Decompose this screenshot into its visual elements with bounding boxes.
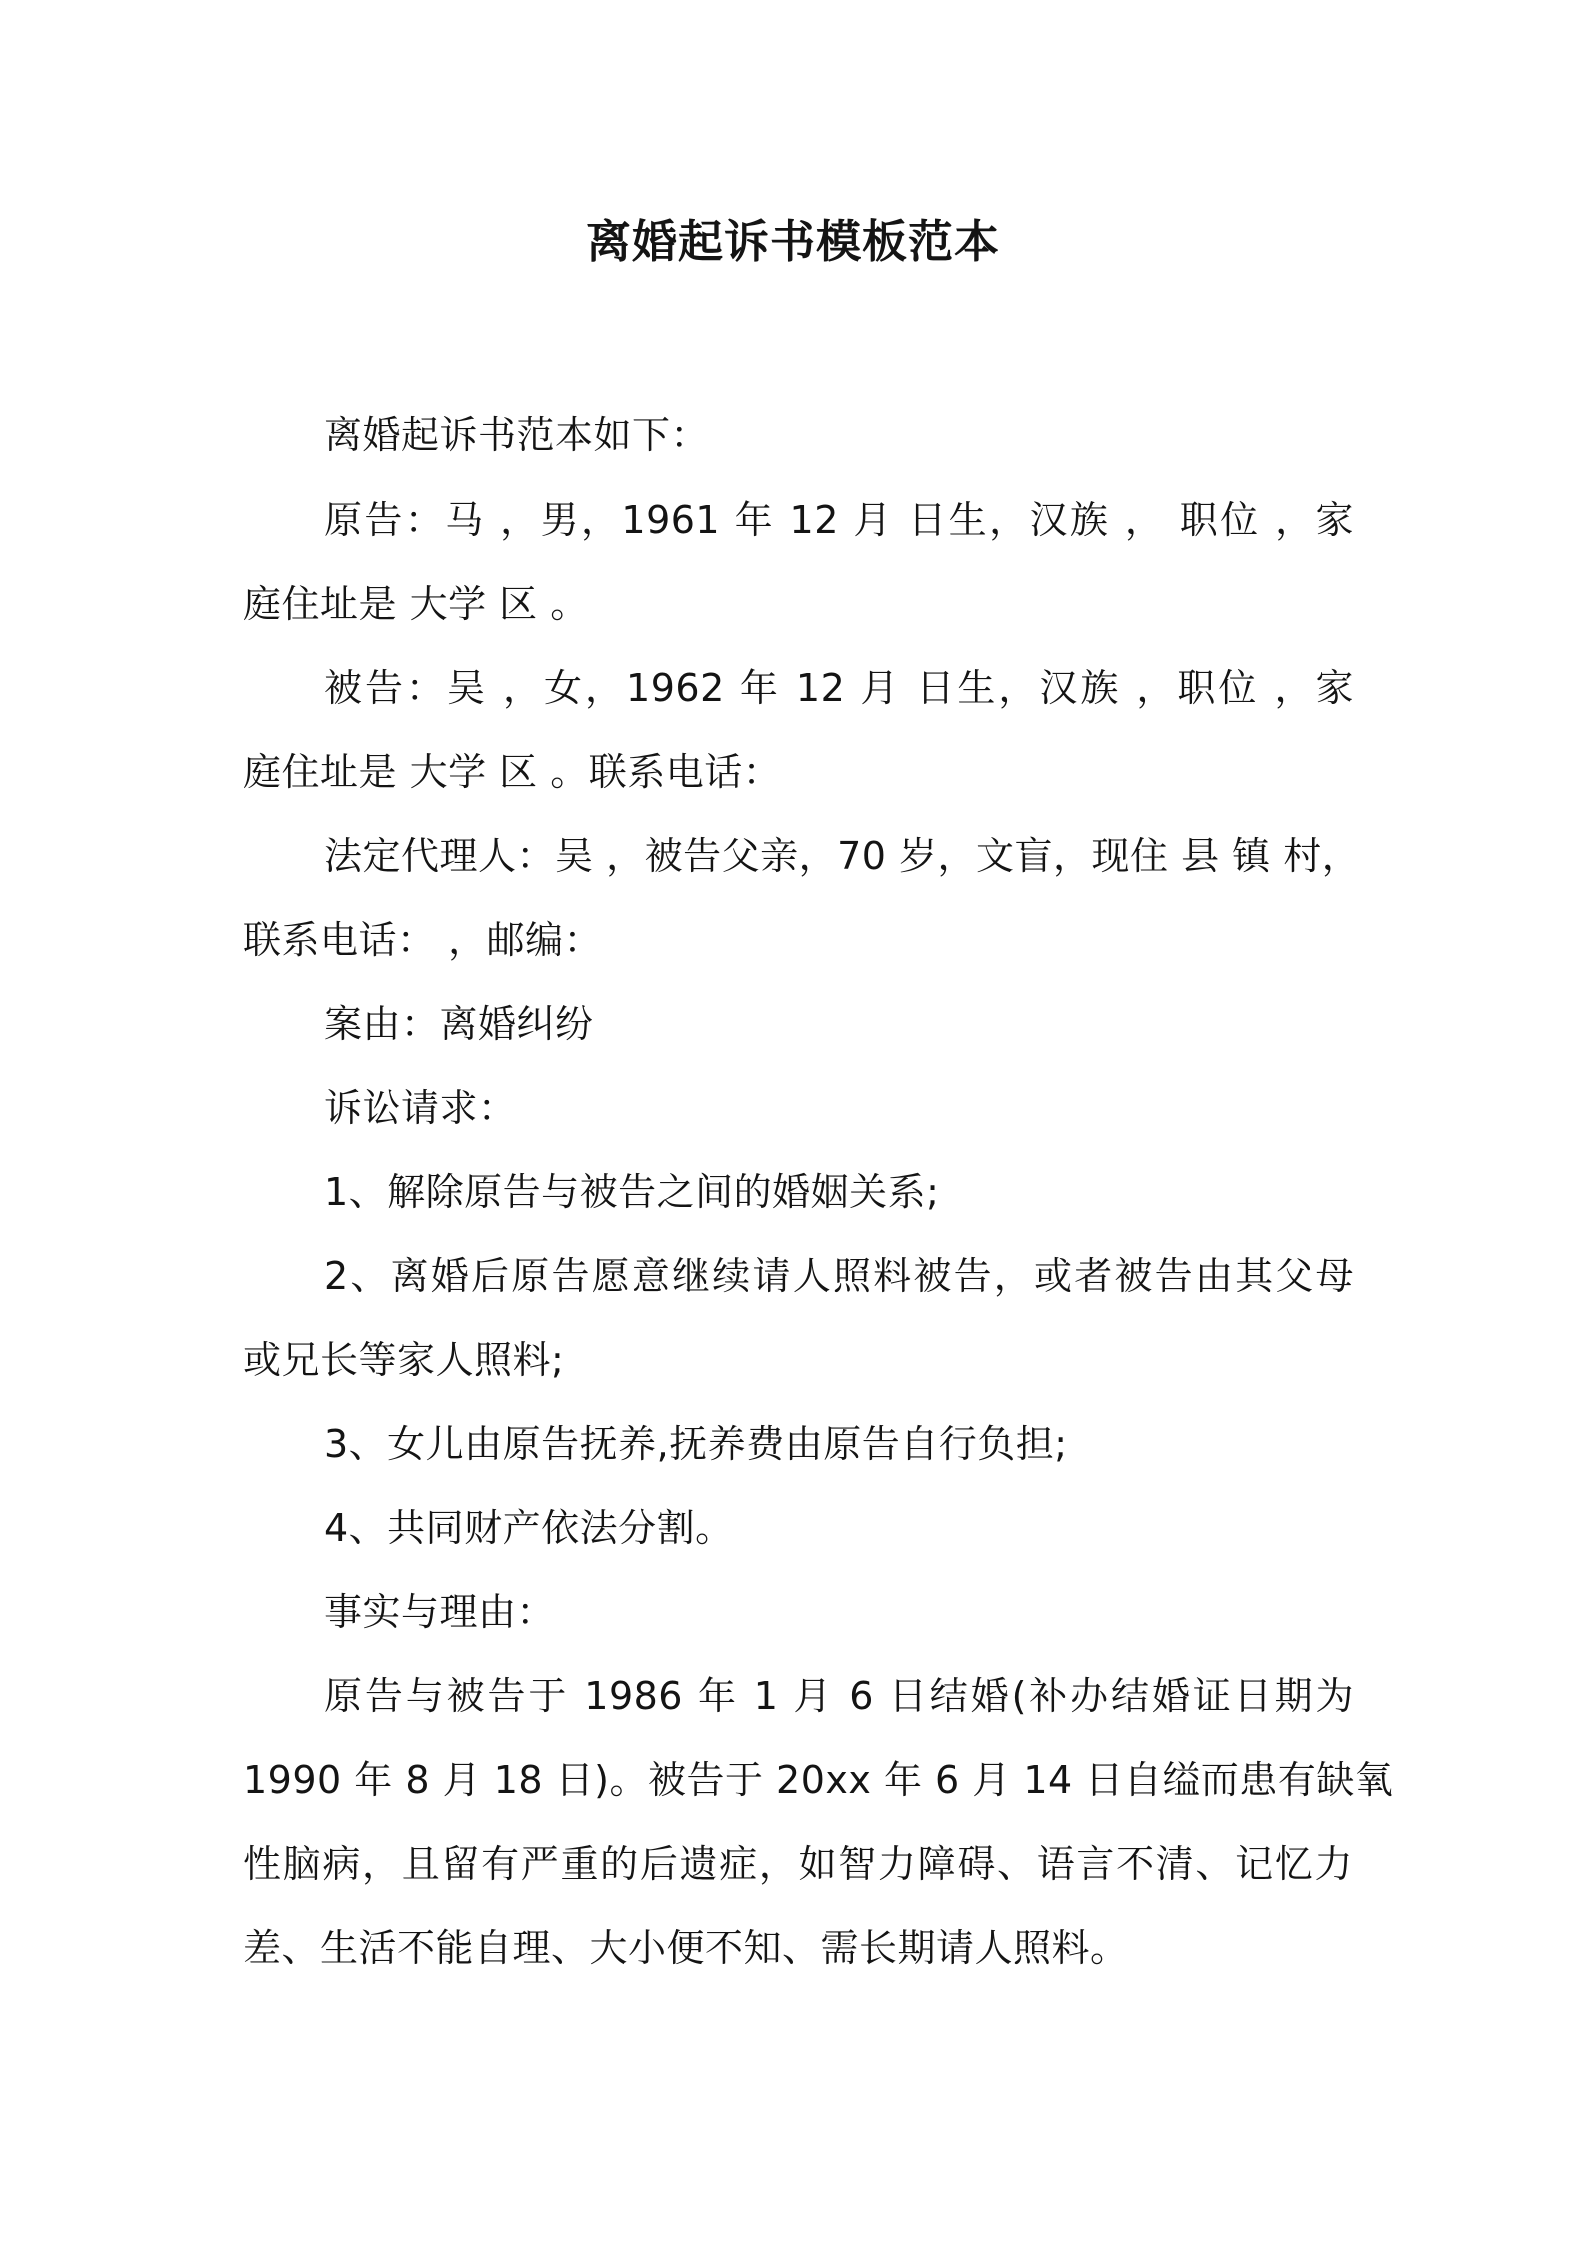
cause-line: 案由：离婚纠纷 — [324, 1002, 594, 1046]
facts-heading: 事实与理由： — [324, 1590, 556, 1634]
plaintiff-line-2: 庭住址是 大学 区 。 — [243, 582, 589, 626]
facts-line-2: 1990 年 8 月 18 日)。被告于 20xx 年 6 月 14 日自缢而患有缺氧 — [243, 1758, 1394, 1802]
defendant-line-1: 被告：吴 ，女，1962 年 12 月 日生，汉族 ，职位 ，家 — [324, 666, 1354, 710]
facts-line-4: 差、生活不能自理、大小便不知、需长期请人照料。 — [243, 1926, 1129, 1970]
claim-item-2-line-2: 或兄长等家人照料; — [243, 1338, 565, 1382]
claims-heading: 诉讼请求： — [324, 1086, 517, 1130]
facts-line-3: 性脑病，且留有严重的后遗症，如智力障碍、语言不清、记忆力 — [243, 1842, 1353, 1886]
facts-line-1: 原告与被告于 1986 年 1 月 6 日结婚(补办结婚证日期为 — [324, 1674, 1354, 1718]
claim-item-2-line-1: 2、离婚后原告愿意继续请人照料被告，或者被告由其父母 — [324, 1254, 1354, 1298]
document-title: 离婚起诉书模板范本 — [585, 215, 1000, 268]
claim-item-3: 3、女儿由原告抚养,抚养费由原告自行负担; — [324, 1422, 1068, 1466]
plaintiff-line-1: 原告：马 ，男，1961 年 12 月 日生，汉族 ， 职位 ，家 — [324, 498, 1354, 542]
claim-item-4: 4、共同财产依法分割。 — [324, 1506, 734, 1550]
claim-item-1: 1、解除原告与被告之间的婚姻关系; — [324, 1170, 940, 1214]
agent-line-2: 联系电话： ，邮编： — [243, 918, 603, 962]
agent-line-1: 法定代理人：吴 ，被告父亲，70 岁，文盲，现住 县 镇 村， — [324, 834, 1361, 878]
intro-line: 离婚起诉书范本如下： — [324, 413, 710, 457]
defendant-line-2: 庭住址是 大学 区 。联系电话： — [243, 750, 782, 794]
